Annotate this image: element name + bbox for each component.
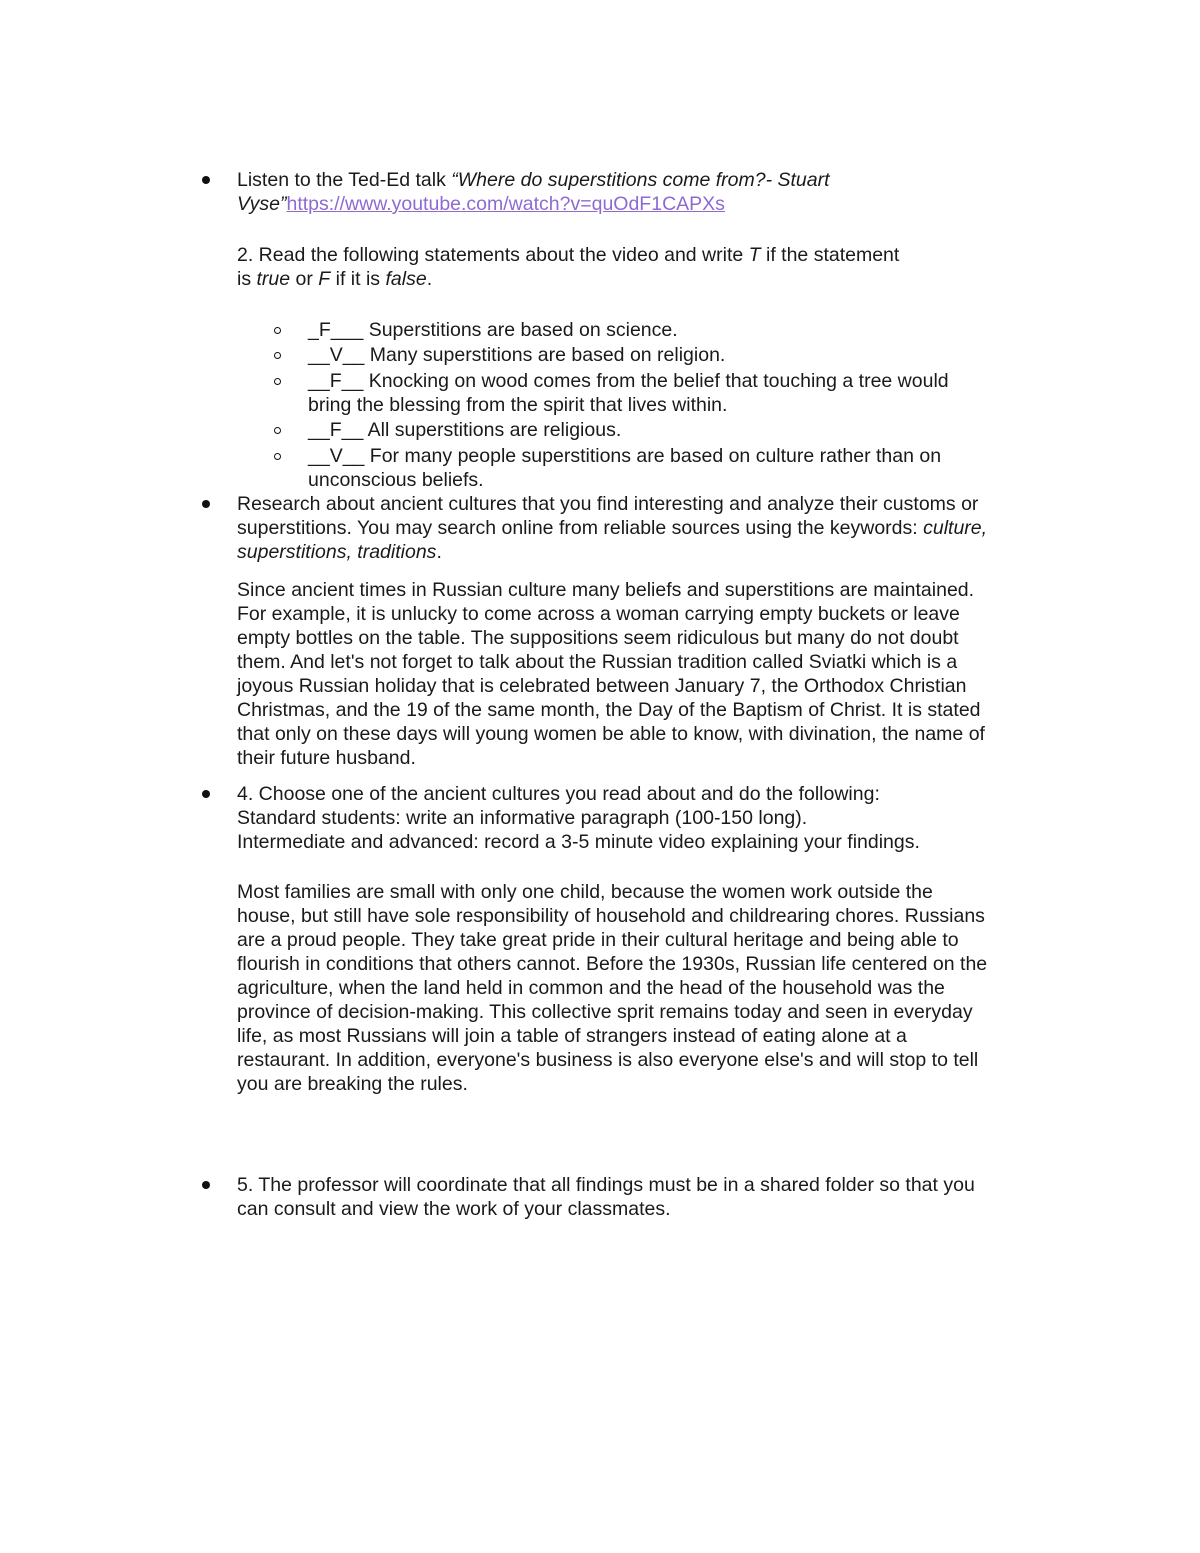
- circle-bullet-icon: [273, 318, 285, 342]
- bullet-icon: [200, 168, 212, 192]
- statement-1: _F___ Superstitions are based on science.: [308, 319, 678, 341]
- circle-bullet-icon: [273, 444, 285, 468]
- item-ted-talk: [237, 168, 1047, 216]
- item-choose-culture: 4. Choose one of the ancient cultures you read about and do the following: Standard students: write an informative paragraph (100-150 long). Intermediate and advanced: record a 3-5 minute video explaining your findings.: [237, 783, 920, 853]
- circle-bullet-icon: [273, 369, 285, 393]
- statement-3: __F__ Knocking on wood comes from the belief that touching a tree would bring the blessing from the spirit that lives within.: [308, 370, 949, 416]
- true-false-instructions: 2. Read the following statements about the video and write T if the statement is true or F if it is false.: [237, 244, 900, 290]
- bullet-icon: [200, 782, 212, 806]
- circle-bullet-icon: [273, 343, 285, 367]
- culture-answer-paragraph: Most families are small with only one child, because the women work outside the house, but still have sole responsibility of household and childrearing chores. Russians are a proud people. They take great pride in their cultural heritage and being able to flourish in conditions that others cannot. Before the 1930s, Russian life centered on the agriculture, when the land held in common and the head of the household was the province of decision-making. This collective sprit remains today and seen in everyday life, as most Russians will join a table of strangers instead of eating alone at a restaurant. In addition, everyone's business is also everyone else's and will stop to tell you are breaking the rules.: [237, 881, 988, 1095]
- bullet-icon: [200, 1173, 212, 1197]
- item-research: Research about ancient cultures that you find interesting and analyze their customs or superstitions. You may search online from reliable sources using the keywords: culture, superstitions, traditions.: [237, 493, 988, 563]
- statement-2: __V__ Many superstitions are based on religion.: [308, 344, 726, 366]
- ted-talk-line-1: Listen to the Ted-Ed talk “Where do superstitions come from?- Stuart: [237, 169, 830, 191]
- youtube-link[interactable]: https://www.youtube.com/watch?v=quOdF1CAPXs: [286, 193, 725, 215]
- item-shared-folder: 5. The professor will coordinate that all findings must be in a shared folder so that you can consult and view the work of your classmates.: [237, 1174, 975, 1220]
- circle-bullet-icon: [273, 418, 285, 442]
- ted-talk-line-2: [237, 192, 1047, 216]
- ted-talk-title-end: Vyse”: [237, 193, 287, 215]
- statement-4: __F__ All superstitions are religious.: [308, 419, 622, 441]
- ted-talk-title: “Where do superstitions come from?- Stuart: [451, 169, 830, 191]
- research-answer-paragraph: Since ancient times in Russian culture many beliefs and superstitions are maintained. For example, it is unlucky to come across a woman carrying empty buckets or leave empty bottles on the table. The suppositions seem ridiculous but many do not doubt them. And let's not forget to talk about the Russian tradition called Sviatki which is a joyous Russian holiday that is celebrated between January 7, the Orthodox Christian Christmas, and the 19 of the same month, the Day of the Baptism of Christ. It is stated that only on these days will young women be able to know, with divination, the name of their future husband.: [237, 579, 985, 769]
- statement-5: __V__ For many people superstitions are based on culture rather than on unconscious beliefs.: [308, 445, 942, 491]
- bullet-icon: [200, 492, 212, 516]
